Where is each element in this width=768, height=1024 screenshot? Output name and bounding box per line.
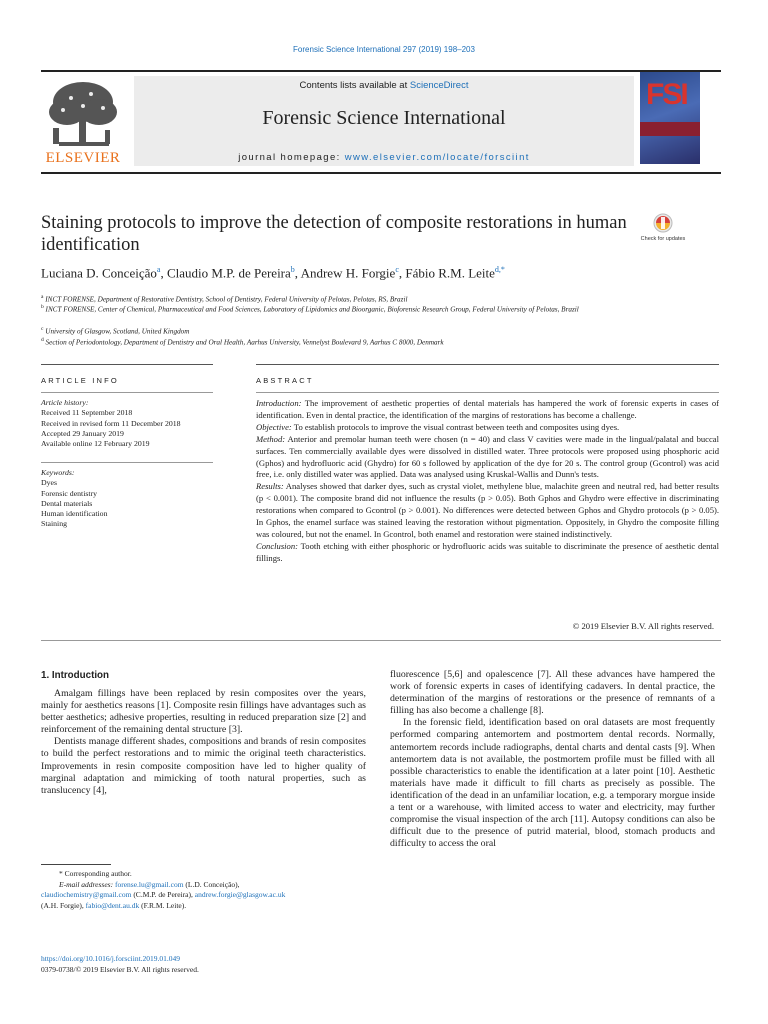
- body-paragraph: Amalgam fillings have been replaced by resin composites over the years, mainly for aesthetics reasons [1]. Composite resin fillings have advantages such as better aesthetics; adhesive properties, resulting in reduced preparation size [2] and reinforcement of the remaining dental structure [3].: [41, 688, 366, 736]
- affiliation: $^c$ University of Glasgow, Scotland, United Kingdom: [41, 326, 190, 336]
- keyword: Staining: [41, 519, 67, 529]
- keywords: [41, 468, 241, 530]
- history-item: Available online 12 February 2019: [41, 439, 150, 449]
- journal-name: Forensic Science International: [262, 107, 506, 129]
- corresponding-author-note: * Corresponding author.: [59, 869, 132, 878]
- affiliation: $^d$ Section of Periodontology, Department of Dentistry and Oral Health, Aarhus University, Vennelyst Boulevard 9, Aarhus C 8000, Denmark: [41, 337, 444, 347]
- footnote-rule: [41, 864, 111, 865]
- body-paragraph: Dentists manage different shades, compositions and brands of resin composites to build the perfect restorations and to mimic the original teeth characteristics. Improvements in resin composite composition have led to higher quality of marginal adaptation and mimicking of tooth natural properties, such as translucency [4],: [41, 736, 366, 796]
- body-paragraph: In the forensic field, identification based on oral datasets are most frequently performed comparing antemortem and postmortem dental records. Normally, antemortem records include radiographs, dental charts and dental casts [9]. When antemortem data is not available, the postmortem profile must be filled with all possible characteristics to enable the identification at a later point [10]. Aesthetic materials have made it difficult to fill charts as precisely as possible. The identification of the dead in an unfamiliar location, e.g. a temporary morgue inside a tent or a warehouse, with limited access to water and electricity, may further compromise the visual inspection of the arch [11]. Autopsy conditions can also be difficult due to the presence of putrid material, blood, stomach products and difficulty to access the oral: [390, 717, 715, 850]
- crossmark-label[interactable]: Check for updates: [640, 236, 686, 242]
- journal-cover-strip: [640, 122, 700, 136]
- abstract-objective: Objective: To establish protocols to improve the visual contrast between teeth and composites using dyes.: [256, 421, 620, 432]
- elsevier-wordmark: ELSEVIER: [45, 150, 121, 166]
- abstract-copyright: © 2019 Elsevier B.V. All rights reserved.: [572, 621, 714, 631]
- history-item: Accepted 29 January 2019: [41, 428, 124, 438]
- author-name[interactable]: Andrew H. Forgie: [300, 265, 396, 281]
- affiliation: $^b$ INCT FORENSE, Center of Chemical, Pharmaceutical and Food Sciences, Laboratory of Lipidomics and Bioorganic, Bioforensic Research Group, Federal University of Pelotas, Brazil: [41, 304, 579, 314]
- doi-block: [41, 954, 199, 975]
- article-info-separator: [41, 392, 213, 393]
- footnotes: [41, 869, 371, 911]
- issn-copyright: 0379-0738/© 2019 Elsevier B.V. All rights reserved.: [41, 964, 199, 974]
- history-item: Received in revised form 11 December 2018: [41, 418, 181, 428]
- abstract-separator: [256, 392, 719, 393]
- article-history: [41, 398, 241, 449]
- contents-availability: Contents lists available at ScienceDirect: [299, 80, 469, 91]
- abstract-results: Results: Analyses showed that darker dyes, such as crystal violet, methylene blue, malachite green and neutral red, had better results (p < 0.001). The composite brand did not influence the results (p > 0.05). Both Gphos and Ghydro were effective in discriminating restorations when compared to Gcontrol (p > 0.001). No differences were detected between Gphos and Ghydro protocols (p > 0.05). In Gphos, the enamel surface was stained leaving the restoration without pigmentation. Oppositely, in Ghydro the composite filling was coloured, but not the enamel. In Gcontrol, both enamel and restoration were stained indistinctively.: [256, 481, 719, 539]
- abstract-rule: [256, 364, 719, 365]
- keywords-separator: [41, 462, 213, 463]
- affiliation: $^a$ INCT FORENSE, Department of Restorative Dentistry, School of Dentistry, Federal University of Pelotas, Pelotas, RS, Brazil: [41, 294, 408, 304]
- abstract-method: Method: Anterior and premolar human teeth were chosen (n = 40) and class V cavities were made in the lingual/palatal and buccal surfaces. Ten commercially available dyes were dissolved in distilled water. Three protocols were proposed using phosphoric acid (Gphos) and hydrofluoric acid (Ghydro) for 60 s followed by application of the dye for 20 s. The control group (Gcontrol) was acid free, i.e. only distilled water was applied. Data was analysed using Kruskal-Wallis and Dunn's tests.: [256, 433, 719, 480]
- author-list: Luciana D. Conceição$^a$, Claudio M.P. de Pereira$^b$, Andrew H. Forgie$^c$, Fábio R.M. Leite$^{d,*}$: [41, 265, 505, 281]
- section-heading-introduction: 1. Introduction: [41, 670, 110, 681]
- author-affiliation-mark[interactable]: a: [156, 265, 161, 274]
- body-paragraph: fluorescence [5,6] and opalescence [7]. All these advances have hampered the work of forensic experts in cases of identifying cadavers. In dental practice, the determination of the margins of restorations or the presence of remnants of a filling has also become a challenge [8].: [390, 669, 715, 717]
- doi-link[interactable]: https://doi.org/10.1016/j.forsciint.2019.01.049: [41, 954, 181, 963]
- body-column-right: [390, 669, 715, 850]
- article-title: Staining protocols to improve the detection of composite restorations in human identification: [41, 213, 627, 255]
- author-affiliation-mark[interactable]: c: [395, 265, 399, 274]
- email-link[interactable]: fabio@dent.au.dk: [85, 900, 140, 910]
- history-item: Received 11 September 2018: [41, 408, 133, 418]
- body-column-left: [41, 688, 366, 797]
- email-addresses-cont: claudiochemistry@gmail.com (C.M.P. de Pereira), andrew.forgie@glasgow.ac.uk: [41, 890, 286, 899]
- journal-reference-link[interactable]: Forensic Science International 297 (2019) 198–203: [293, 45, 475, 54]
- journal-homepage-link[interactable]: www.elsevier.com/locate/forsciint: [344, 152, 530, 163]
- keyword: Forensic dentistry: [41, 488, 98, 498]
- email-addresses-cont: (A.H. Forgie), fabio@dent.au.dk (F.R.M. Leite).: [41, 900, 187, 910]
- header-rule-bottom: [41, 172, 721, 174]
- abstract-bottom-rule: [41, 640, 721, 641]
- keyword: Human identification: [41, 509, 108, 519]
- author-name[interactable]: Claudio M.P. de Pereira: [166, 265, 291, 281]
- abstract-introduction: Introduction: The improvement of aesthetic properties of dental materials has hampered the work of forensic experts in cases of identification. Even in dental practice, the identification of the margins of restorations has become a challenge.: [256, 398, 719, 420]
- journal-cover-letters: FSI: [646, 78, 687, 111]
- history-label: Article history:: [41, 398, 89, 407]
- email-link[interactable]: claudiochemistry@gmail.com: [41, 890, 132, 899]
- author-name[interactable]: Fábio R.M. Leite: [405, 265, 495, 281]
- article-info-heading: ARTICLE INFO: [41, 376, 119, 385]
- header-rule-top: [41, 70, 721, 72]
- abstract-body: [256, 398, 719, 565]
- abstract-conclusion: Conclusion: Tooth etching with either phosphoric or hydrofluoric acids was suitable to discriminate the presence of aesthetic dental fillings.: [256, 540, 719, 563]
- author-name[interactable]: Luciana D. Conceição: [41, 265, 157, 281]
- article-info-rule: [41, 364, 213, 365]
- abstract-heading: ABSTRACT: [256, 376, 314, 385]
- author-affiliation-mark[interactable]: d,*: [494, 265, 505, 274]
- email-link[interactable]: andrew.forgie@glasgow.ac.uk: [194, 890, 286, 899]
- email-addresses: E-mail addresses: forense.lu@gmail.com (L.D. Conceição),: [59, 879, 240, 889]
- keyword: Dyes: [41, 478, 58, 488]
- keywords-label: Keywords:: [41, 468, 75, 477]
- sciencedirect-link[interactable]: ScienceDirect: [409, 80, 469, 91]
- journal-homepage: journal homepage: www.elsevier.com/locate/forsciint: [238, 152, 530, 163]
- crossmark-icon[interactable]: [644, 212, 682, 248]
- author-affiliation-mark[interactable]: b: [290, 265, 295, 274]
- keyword: Dental materials: [41, 498, 93, 508]
- email-link[interactable]: forense.lu@gmail.com: [114, 879, 184, 889]
